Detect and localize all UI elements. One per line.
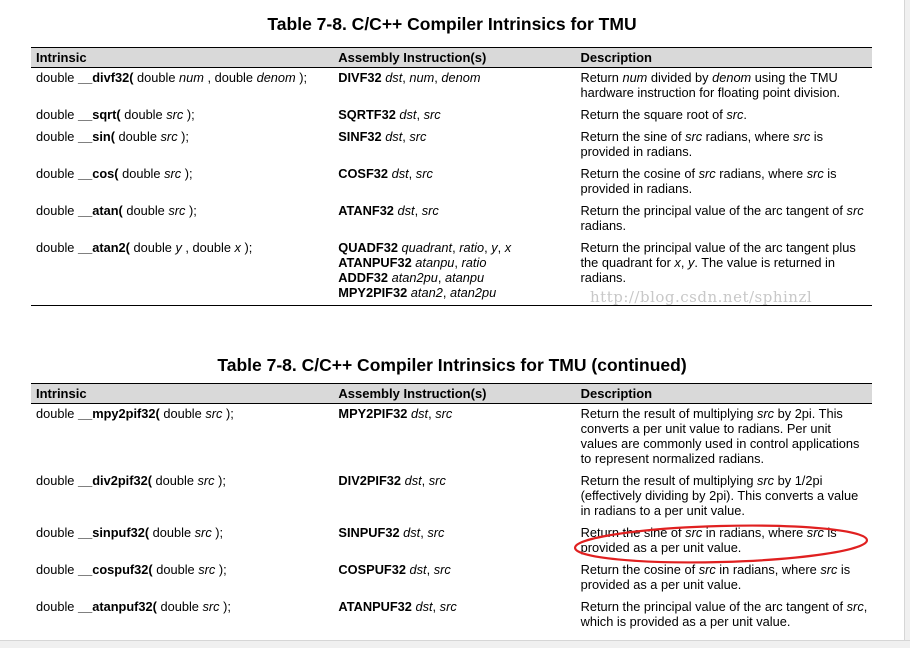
intrinsic-cell: double __sinpuf32( double src ); bbox=[36, 525, 224, 540]
assembly-cell: SQRTF32 dst, src bbox=[338, 107, 441, 122]
assembly-cell: SINF32 dst, src bbox=[338, 129, 427, 144]
assembly-cell: DIV2PIF32 dst, src bbox=[338, 473, 446, 488]
assembly-cell: COSPUF32 dst, src bbox=[338, 562, 451, 577]
description-cell: Return the result of multiplying src by 1/2pi (effectively dividing by 2pi). This converts a value in radians to a per unit value. bbox=[580, 473, 859, 518]
intrinsics-table-continued bbox=[31, 383, 872, 634]
intrinsic-cell: double __atan( double src ); bbox=[36, 203, 197, 218]
table-row bbox=[31, 597, 872, 634]
description-cell: Return the result of multiplying src by 2pi. This converts a per unit value to radians. Per unit values are commonly used in control applications to represent normalized radians. bbox=[580, 406, 860, 466]
assembly-cell: ATANPUF32 dst, src bbox=[338, 599, 457, 614]
description-cell: Return the sine of src in radians, where src is provided as a per unit value. bbox=[580, 525, 837, 555]
intrinsic-cell: double __div2pif32( double src ); bbox=[36, 473, 226, 488]
description-cell: Return the sine of src radians, where src is provided in radians. bbox=[580, 129, 824, 159]
intrinsic-cell: double __divf32( double num , double denom ); bbox=[36, 70, 308, 85]
column-header-assembly: Assembly Instruction(s) bbox=[333, 48, 575, 68]
table-row bbox=[31, 127, 872, 164]
intrinsic-cell: double __mpy2pif32( double src ); bbox=[36, 406, 234, 421]
table-header-row bbox=[31, 48, 872, 68]
table-row bbox=[31, 68, 872, 106]
window-right-edge bbox=[904, 0, 910, 647]
table-row bbox=[31, 404, 872, 472]
assembly-cell: SINPUF32 dst, src bbox=[338, 525, 445, 540]
table-row bbox=[31, 471, 872, 523]
column-header-description: Description bbox=[576, 384, 872, 404]
intrinsics-table bbox=[31, 47, 872, 306]
description-cell: Return the square root of src. bbox=[580, 107, 747, 122]
red-highlight-ellipse bbox=[573, 522, 873, 566]
description-cell: Return num divided by denom using the TMU hardware instruction for floating point division. bbox=[580, 70, 841, 100]
table-2-title: Table 7-8. C/C++ Compiler Intrinsics for TMU (continued) bbox=[217, 355, 687, 375]
assembly-cell: QUADF32 quadrant, ratio, y, x ATANPUF32 atanpu, ratio ADDF32 atan2pu, atanpu MPY2PIF32 atan2, atan2pu bbox=[333, 238, 575, 306]
table-1-title: Table 7-8. C/C++ Compiler Intrinsics for TMU bbox=[267, 14, 637, 34]
assembly-cell: ATANF32 dst, src bbox=[338, 203, 439, 218]
intrinsic-cell: double __cospuf32( double src ); bbox=[36, 562, 227, 577]
column-header-assembly: Assembly Instruction(s) bbox=[333, 384, 575, 404]
assembly-cell: COSF32 dst, src bbox=[338, 166, 433, 181]
description-cell: Return the principal value of the arc tangent of src, which is provided as a per unit value. bbox=[580, 599, 868, 629]
assembly-cell: DIVF32 dst, num, denom bbox=[338, 70, 481, 85]
column-header-intrinsic: Intrinsic bbox=[31, 48, 333, 68]
table-header-row bbox=[31, 384, 872, 404]
watermark-url: http://blog.csdn.net/sphinzl bbox=[590, 288, 813, 306]
intrinsic-cell: double __cos( double src ); bbox=[36, 166, 193, 181]
column-header-intrinsic: Intrinsic bbox=[31, 384, 333, 404]
intrinsic-cell: double __atanpuf32( double src ); bbox=[36, 599, 231, 614]
description-cell: Return the principal value of the arc tangent of src radians. bbox=[580, 203, 864, 233]
table-row bbox=[31, 164, 872, 201]
intrinsic-cell: double __sin( double src ); bbox=[36, 129, 189, 144]
column-header-description: Description bbox=[575, 48, 872, 68]
table-row bbox=[31, 201, 872, 238]
intrinsic-cell: double __atan2( double y , double x ); bbox=[31, 238, 333, 306]
annotation-ellipse bbox=[575, 522, 868, 566]
description-cell: Return the principal value of the arc tangent plus the quadrant for x, y. The value is returned in radians. bbox=[575, 238, 872, 306]
table-row bbox=[31, 105, 872, 127]
intrinsic-cell: double __sqrt( double src ); bbox=[36, 107, 195, 122]
assembly-cell: MPY2PIF32 dst, src bbox=[338, 406, 453, 421]
description-cell: Return the cosine of src radians, where src is provided in radians. bbox=[580, 166, 837, 196]
description-cell: Return the cosine of src in radians, where src is provided as a per unit value. bbox=[580, 562, 851, 592]
